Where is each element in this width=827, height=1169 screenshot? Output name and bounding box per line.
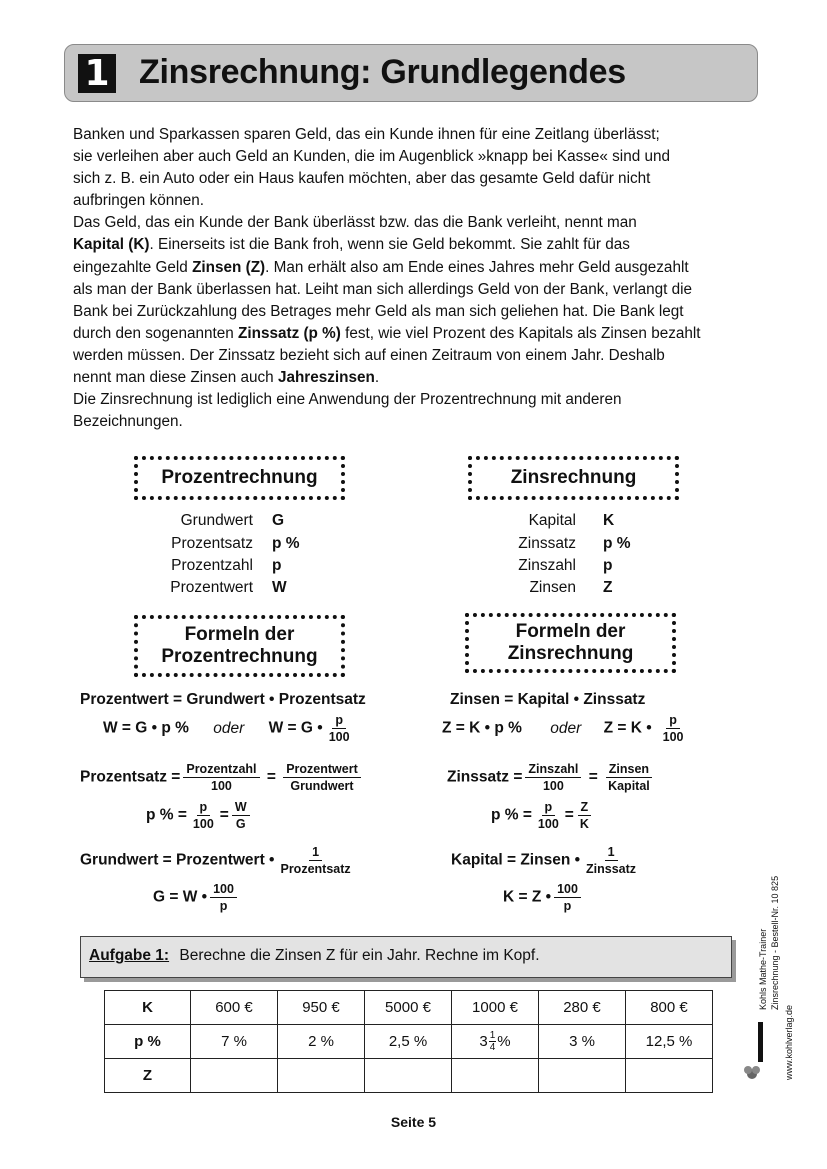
formula-zinssatz [447, 762, 656, 793]
table-cell: 2 % [278, 1025, 365, 1059]
intro-line: sie verleihen aber auch Geld an Kunden, die im Augenblick »knapp bei Kasse« sind und [73, 148, 670, 166]
numerator: Zinsen [606, 762, 652, 778]
term-zinssatz: Zinssatz (p %) [238, 324, 341, 342]
term-row [0, 535, 576, 557]
fraction [577, 800, 592, 831]
heading-box-label: Prozentrechnung [161, 646, 318, 667]
intro-line [73, 323, 763, 345]
heading-box-label: Zinsrechnung [507, 643, 634, 664]
fraction [660, 713, 687, 744]
page-number: Seite 5 [390, 1114, 437, 1130]
heading-box-formeln-prozent [134, 615, 345, 677]
equals-sign: = [588, 768, 598, 786]
intro-text-span: nennt man diese Zinsen auch [73, 369, 278, 387]
heading-box-zinsrechnung [468, 456, 679, 500]
numerator: Z [578, 800, 592, 816]
intro-line: aufbringen können. [73, 192, 204, 210]
denominator: 100 [192, 817, 214, 831]
term-row [0, 579, 576, 601]
table-row [105, 991, 713, 1025]
numerator: p [332, 713, 346, 729]
fraction [232, 800, 250, 831]
term-label: Kapital [528, 512, 576, 529]
denominator: 100 [542, 779, 564, 793]
fraction [183, 762, 259, 793]
answer-cell[interactable] [191, 1059, 278, 1093]
denominator: G [235, 817, 246, 831]
numerator: p [542, 800, 556, 816]
table-row [105, 1025, 713, 1059]
fraction [583, 845, 639, 876]
formula-part: Kapital = Zinsen • [451, 851, 581, 869]
term-symbol: p % [603, 535, 631, 552]
table-cell: 800 € [626, 991, 713, 1025]
intro-text-span: durch den sogenannten [73, 324, 239, 342]
table-cell [452, 1025, 539, 1059]
exercise-table [104, 990, 713, 1093]
denominator: 4 [489, 1042, 496, 1053]
formula-prozentwert: Prozentwert = Grundwert • Prozentsatz [80, 691, 366, 708]
formula-kapital [451, 845, 642, 876]
intro-line: Bank bei Zurückzahlung des Betrages mehr Geld als man sich geliehen hat. Die Bank legt [73, 302, 684, 320]
title-bar [64, 44, 758, 102]
table-row [105, 1059, 713, 1093]
formula-part: W = G • p % [103, 719, 189, 737]
formula-g [153, 882, 240, 913]
answer-cell[interactable] [452, 1059, 539, 1093]
task-label: Aufgabe 1: [89, 947, 170, 964]
denominator: 100 [211, 779, 232, 793]
table-cell: 950 € [278, 991, 365, 1025]
denominator: Kapital [608, 779, 650, 793]
term-row [0, 557, 576, 579]
formula-part: Z = K • [603, 719, 652, 737]
numerator: 100 [554, 882, 581, 898]
table-cell: 600 € [191, 991, 278, 1025]
fraction [283, 762, 361, 793]
denominator: Zinssatz [586, 862, 637, 876]
term-zinsen: Zinsen (Z) [192, 258, 266, 276]
fraction [210, 882, 237, 913]
term-jahreszinsen: Jahreszinsen [277, 369, 375, 387]
numerator: 100 [210, 882, 237, 898]
table-cell: 5000 € [365, 991, 452, 1025]
intro-line [73, 257, 763, 279]
equals-sign: = [266, 768, 276, 786]
mixed-unit: % [497, 1033, 511, 1050]
term-row [0, 512, 576, 534]
formula-prozentsatz [80, 762, 364, 793]
term-label: Grundwert [180, 512, 253, 529]
intro-text-span: . Einerseits ist die Bank froh, wenn sie Geld bekommt. Sie zahlt für das [149, 236, 630, 254]
intro-line: als man der Bank überlassen hat. Leiht man sich allerdings Geld von der Bank, verlangt die [73, 280, 693, 298]
intro-line: Bezeichnungen. [73, 413, 183, 431]
formula-part: W = G • [268, 719, 323, 737]
heading-box-label: Formeln der [515, 621, 626, 642]
intro-text [73, 124, 763, 433]
formula-p-zins [491, 800, 595, 831]
denominator: K [579, 817, 589, 831]
mixed-number [479, 1030, 510, 1053]
term-label: Zinszahl [518, 557, 576, 574]
table-cell: 3 % [539, 1025, 626, 1059]
table-cell: 7 % [191, 1025, 278, 1059]
numerator: 1 [605, 845, 618, 861]
numerator: p [197, 800, 211, 816]
term-symbol: p [272, 557, 282, 574]
intro-text-span: . [374, 369, 380, 387]
denominator: p [219, 899, 228, 913]
term-label: Prozentwert [170, 579, 253, 596]
table-cell: 12,5 % [626, 1025, 713, 1059]
formula-part: Z = K • p % [442, 719, 522, 737]
table-cell: 2,5 % [365, 1025, 452, 1059]
formula-part: p % = [491, 806, 532, 824]
answer-cell[interactable] [626, 1059, 713, 1093]
formula-part: Zinssatz = [447, 768, 523, 786]
fraction [525, 762, 581, 793]
fraction [190, 800, 217, 831]
side-series: Kohls Mathe-Trainer [758, 928, 768, 1010]
table-cell: 280 € [539, 991, 626, 1025]
answer-cell[interactable] [539, 1059, 626, 1093]
tree-icon [742, 1018, 764, 1082]
numerator: Prozentwert [283, 762, 361, 778]
task-text: Berechne die Zinsen Z für ein Jahr. Rechne im Kopf. [179, 947, 540, 964]
term-symbol: Z [603, 579, 613, 596]
intro-line: sich z. B. ein Auto oder ein Haus kaufen möchten, aber das gesamte Geld dafür nicht [73, 170, 651, 188]
term-symbol: p % [272, 535, 300, 552]
oder-label: oder [550, 719, 582, 737]
table-cell: 1000 € [452, 991, 539, 1025]
fraction [489, 1030, 497, 1053]
row-header: K [105, 991, 191, 1025]
term-label: Zinsen [529, 579, 576, 596]
term-label: Prozentsatz [171, 535, 253, 552]
numerator: Prozentzahl [183, 762, 259, 778]
term-label: Prozentzahl [171, 557, 253, 574]
formula-k [503, 882, 584, 913]
term-symbol: p [603, 557, 613, 574]
publisher-logo [742, 1018, 764, 1082]
formula-p [146, 800, 253, 831]
fraction [326, 713, 353, 744]
fraction [554, 882, 581, 913]
formula-z [442, 713, 690, 744]
term-symbol: K [603, 512, 615, 529]
denominator: 100 [537, 817, 559, 831]
side-title: Zinsrechnung - Bestell-Nr. 10 825 [770, 875, 780, 1010]
intro-line [73, 234, 763, 256]
fraction [535, 800, 562, 831]
formula-w [103, 713, 356, 744]
formula-part: K = Z • [503, 888, 552, 906]
mixed-whole: 3 [479, 1033, 488, 1050]
equals-sign: = [564, 806, 574, 824]
term-label: Zinssatz [518, 535, 576, 552]
numerator: 1 [309, 845, 322, 861]
numerator: 1 [489, 1030, 496, 1041]
heading-box-label: Prozentrechnung [161, 467, 318, 488]
formula-part: Grundwert = Prozentwert • [80, 851, 275, 869]
denominator: Prozentsatz [280, 862, 351, 876]
formula-part: p % = [146, 806, 187, 824]
fraction [605, 762, 653, 793]
term-kapital: Kapital (K) [73, 236, 150, 254]
heading-box-label: Formeln der [184, 624, 295, 645]
heading-box-formeln-zins [465, 613, 676, 673]
side-url: www.kohlverlag.de [784, 1004, 794, 1080]
formula-part: Prozentsatz = [80, 768, 181, 786]
term-symbol: W [272, 579, 287, 596]
answer-cell[interactable] [278, 1059, 365, 1093]
answer-cell[interactable] [365, 1059, 452, 1093]
fraction [277, 845, 353, 876]
row-header: p % [105, 1025, 191, 1059]
oder-label: oder [213, 719, 245, 737]
intro-line: Banken und Sparkassen sparen Geld, das ein Kunde ihnen für eine Zeitlang überlässt; [73, 126, 660, 143]
denominator: p [563, 899, 572, 913]
denominator: 100 [662, 730, 684, 744]
intro-line: werden müssen. Der Zinssatz bezieht sich auf einen Zeitraum von einem Jahr. Deshalb [73, 346, 665, 364]
numerator: p [666, 713, 680, 729]
intro-text-span: fest, wie viel Prozent des Kapitals als Zinsen bezahlt [340, 324, 701, 342]
intro-line: Die Zinsrechnung ist lediglich eine Anwendung der Prozentrechnung mit anderen [73, 391, 622, 409]
formula-grundwert [80, 845, 357, 876]
numerator: W [232, 800, 250, 816]
numerator: Zinszahl [525, 762, 581, 778]
task-box [80, 936, 732, 978]
denominator: 100 [328, 730, 350, 744]
intro-text-span: eingezahlte Geld [73, 258, 193, 276]
heading-box-label: Zinsrechnung [510, 467, 637, 488]
page-title: Zinsrechnung: Grundlegendes [139, 53, 626, 91]
intro-text-span: . Man erhält also am Ende eines Jahres mehr Geld ausgezahlt [265, 258, 689, 276]
heading-box-prozentrechnung [134, 456, 345, 500]
chapter-number: 1 [78, 54, 116, 93]
equals-sign: = [219, 806, 229, 824]
intro-line [73, 367, 763, 389]
formula-zinsen: Zinsen = Kapital • Zinssatz [450, 691, 646, 708]
row-header: Z [105, 1059, 191, 1093]
formula-part: G = W • [153, 888, 208, 906]
term-symbol: G [272, 512, 285, 529]
denominator: Grundwert [290, 779, 354, 793]
intro-line: Das Geld, das ein Kunde der Bank überlässt bzw. das die Bank verleiht, nennt man [73, 214, 637, 232]
